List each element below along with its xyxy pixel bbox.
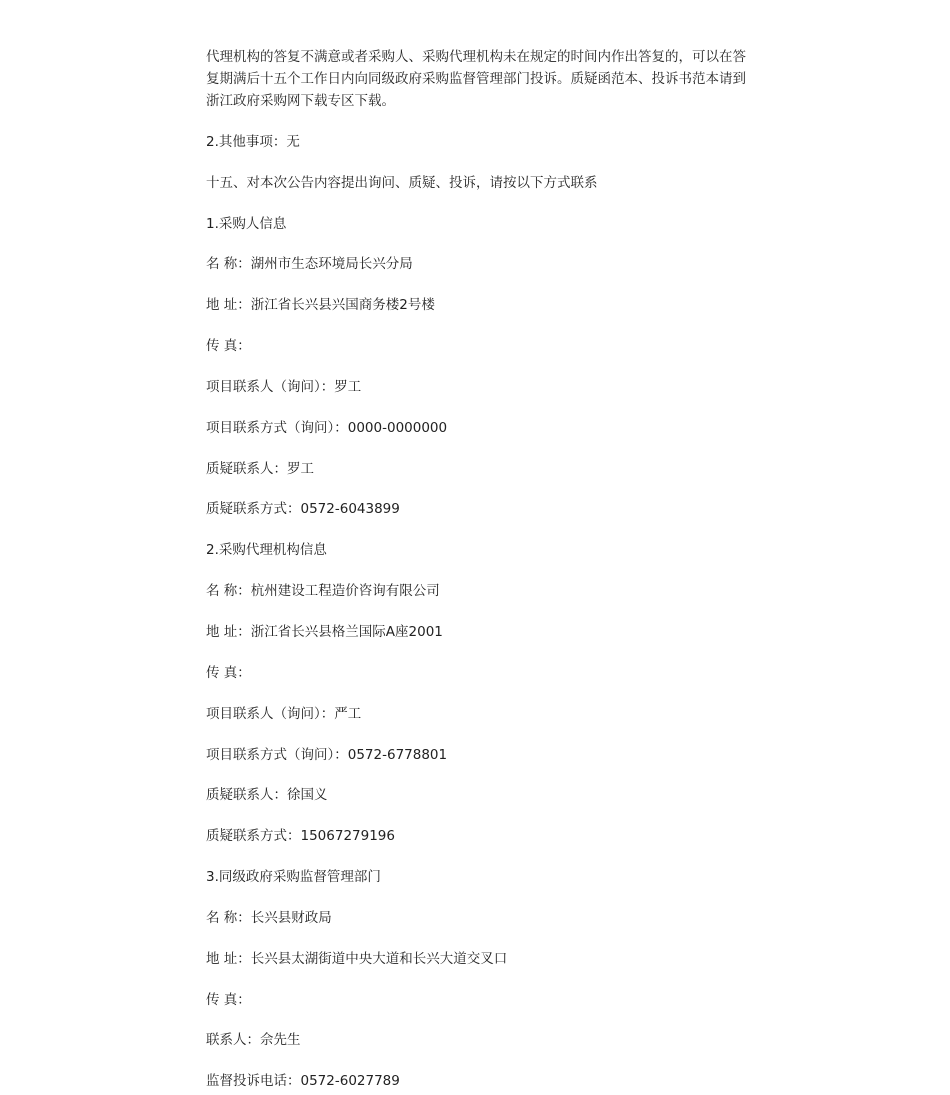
- purchaser-heading: 1.采购人信息: [206, 215, 287, 232]
- purchaser-challenge-contact-method: 质疑联系方式：0572-6043899: [206, 501, 400, 518]
- agency-project-contact: 项目联系人（询问）：严工: [206, 705, 362, 722]
- purchaser-fax: 传 真：: [206, 338, 251, 355]
- purchaser-challenge-contact: 质疑联系人：罗工: [206, 460, 314, 477]
- agency-challenge-contact-method: 质疑联系方式：15067279196: [206, 828, 395, 845]
- other-matters: 2.其他事项：无: [206, 133, 300, 150]
- purchaser-project-contact-method: 项目联系方式（询问）：0000-0000000: [206, 419, 448, 436]
- purchaser-project-contact: 项目联系人（询问）：罗工: [206, 378, 362, 395]
- supervisor-complaint-phone: 监督投诉电话：0572-6027789: [206, 1073, 400, 1090]
- agency-challenge-contact: 质疑联系人：徐国义: [206, 787, 328, 804]
- supervisor-name: 名 称：长兴县财政局: [206, 909, 332, 926]
- supervisor-address: 地 址：长兴县太湖街道中央大道和长兴大道交叉口: [206, 950, 508, 967]
- agency-fax: 传 真：: [206, 664, 251, 681]
- agency-heading: 2.采购代理机构信息: [206, 542, 327, 559]
- agency-address: 地 址：浙江省长兴县格兰国际A座2001: [206, 623, 443, 640]
- agency-project-contact-method: 项目联系方式（询问）：0572-6778801: [206, 746, 448, 763]
- supervisor-fax: 传 真：: [206, 991, 251, 1008]
- purchaser-address: 地 址：浙江省长兴县兴国商务楼2号楼: [206, 297, 435, 314]
- intro-paragraph: 代理机构的答复不满意或者采购人、采购代理机构未在规定的时间内作出答复的，可以在答复期满后十五个工作日内向同级政府采购监督管理部门投诉。质疑函范本、投诉书范本请到浙江政府采购网下载专区下载。: [206, 49, 746, 109]
- agency-name: 名 称：杭州建设工程造价咨询有限公司: [206, 583, 440, 600]
- supervisor-contact: 联系人：佘先生: [206, 1032, 301, 1049]
- section-heading: 十五、对本次公告内容提出询问、质疑、投诉，请按以下方式联系: [206, 174, 598, 191]
- purchaser-name: 名 称：湖州市生态环境局长兴分局: [206, 256, 413, 273]
- document-body: [206, 46, 751, 1092]
- supervisor-heading: 3.同级政府采购监督管理部门: [206, 869, 381, 886]
